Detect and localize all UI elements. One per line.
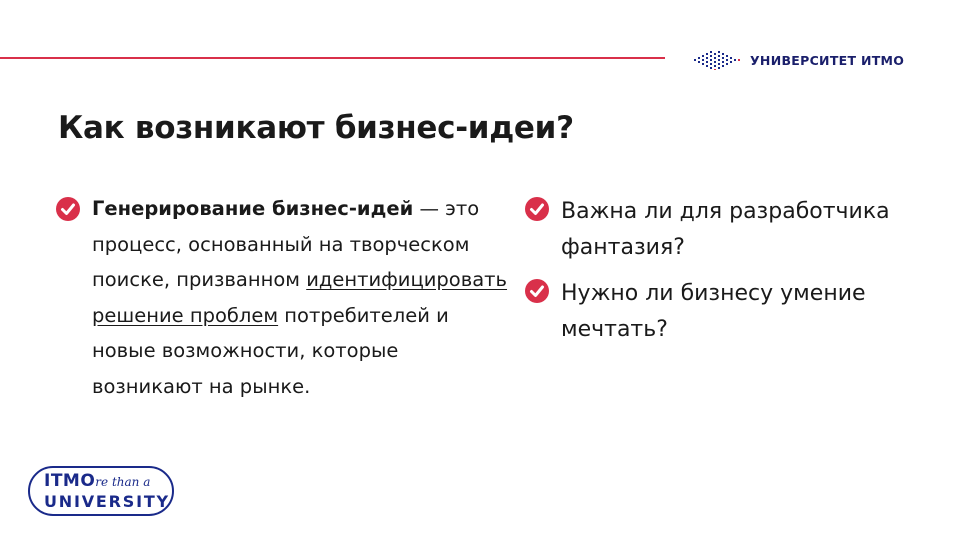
term-bold: Генерирование бизнес-идей: [92, 197, 414, 220]
university-logo: [694, 38, 934, 82]
logo-text: УНИВЕРСИТЕТ ИТМО: [750, 52, 905, 68]
question-text: Важна ли для разработчика фантазия?: [561, 199, 890, 260]
itmo-more-than-a-university-badge: [28, 466, 174, 516]
question-text: Нужно ли бизнесу умение мечтать?: [561, 281, 866, 342]
list-item: [525, 276, 935, 348]
definition-part-2: потребителей и новые возможности, которые возникают на рынке.: [92, 303, 449, 398]
list-item: [525, 194, 935, 266]
badge-line-1: [44, 471, 150, 491]
check-circle-icon: [525, 279, 549, 303]
badge-tagline: re than a: [95, 475, 151, 489]
badge-word: UNIVERSITY: [44, 492, 170, 511]
badge-brand: ITMO: [44, 471, 96, 491]
check-circle-icon: [525, 197, 549, 221]
header-divider: [0, 57, 665, 59]
underlined-phrase: идентифицировать решение проблем: [92, 268, 508, 327]
definition-text: [92, 191, 511, 404]
term-dash: —: [413, 197, 446, 220]
itmo-dots-logo-icon: [694, 50, 742, 70]
definition-part-1: это процесс, основанный на творческом поиске, призванном: [92, 197, 480, 291]
list-item: [56, 194, 511, 404]
left-column: [56, 194, 511, 404]
check-circle-icon: [56, 197, 80, 221]
right-column: [525, 194, 935, 348]
slide-title: Как возникают бизнес-идеи?: [58, 110, 574, 146]
